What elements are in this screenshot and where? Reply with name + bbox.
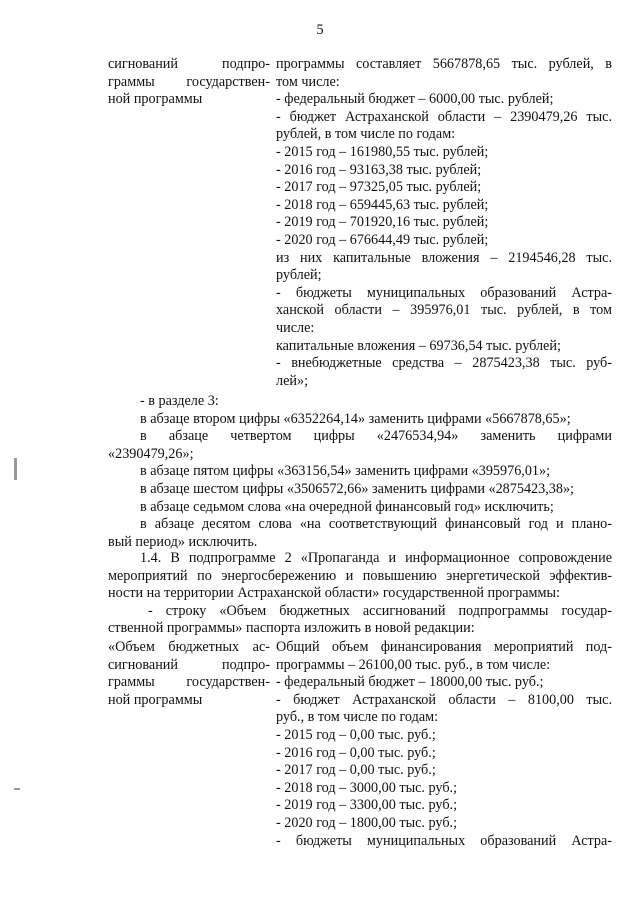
value-line: - 2020 год – 676644,49 тыс. рублей; — [276, 231, 489, 248]
value-line: программы – 26100,00 тыс. руб., в том числе: — [276, 656, 551, 673]
passport-row-1-label — [108, 56, 276, 390]
passport-row-2-label — [108, 639, 276, 850]
value-line: - 2017 год – 0,00 тыс. руб.; — [276, 762, 436, 779]
passport-row-1-value — [276, 56, 612, 390]
scan-margin-mark — [14, 458, 17, 480]
value-line: - 2018 год – 3000,00 тыс. руб.; — [276, 779, 458, 796]
value-line: - бюджет Астраханской области – 8100,00 тыс. — [276, 691, 612, 708]
amendment-line: «2390479,26»; — [108, 445, 194, 462]
passport-row-1 — [108, 56, 612, 390]
section-3-amendments — [108, 393, 612, 551]
label-line: граммы государствен- — [108, 674, 270, 691]
amendment-line: вый период» исключить. — [108, 533, 258, 550]
value-line: - 2017 год – 97325,05 тыс. рублей; — [276, 179, 482, 196]
value-line: числе: — [276, 319, 315, 336]
label-line: ной программы — [108, 91, 203, 108]
amendment-line: в абзаце четвертом цифры «2476534,94» заменить цифрами — [140, 428, 612, 445]
paragraph-line: - строку «Объем бюджетных ассигнований подпрограммы государ- — [148, 602, 612, 619]
paragraph-line: ственной программы» паспорта изложить в новой редакции: — [108, 620, 475, 637]
value-line: рублей, в том числе по годам: — [276, 126, 456, 143]
value-line: - федеральный бюджет – 18000,00 тыс. руб.; — [276, 674, 544, 691]
amendment-line: в абзаце шестом цифры «3506572,66» заменить цифрами «2875423,38»; — [140, 480, 574, 497]
paragraph-line: 1.4. В подпрограмме 2 «Пропаганда и информационное сопровождение — [140, 550, 612, 566]
label-line: сигнований подпро- — [108, 656, 270, 673]
value-line: - 2016 год – 0,00 тыс. руб.; — [276, 744, 436, 761]
value-line: капитальные вложения – 69736,54 тыс. рублей; — [276, 337, 561, 354]
amendment-line: в абзаце десятом слова «на соответствующий финансовый год и плано- — [140, 516, 612, 533]
label-line: ной программы — [108, 691, 203, 708]
value-line: рублей; — [276, 267, 322, 284]
passport-row-2 — [108, 639, 612, 850]
value-line: ханской области – 395976,01 тыс. рублей, в том — [276, 302, 612, 319]
value-line: - 2015 год – 161980,55 тыс. рублей; — [276, 143, 489, 160]
value-line: - внебюджетные средства – 2875423,38 тыс. руб- — [276, 355, 612, 372]
value-line: - 2019 год – 701920,16 тыс. рублей; — [276, 214, 489, 231]
value-line: программы составляет 5667878,65 тыс. рублей, в — [276, 56, 612, 72]
scan-margin-mark — [14, 788, 20, 790]
amendment-line: в абзаце пятом цифры «363156,54» заменить цифрами «395976,01»; — [140, 463, 551, 480]
value-line: - 2019 год – 3300,00 тыс. руб.; — [276, 797, 458, 814]
value-line: руб., в том числе по годам: — [276, 709, 439, 726]
label-line: сигнований подпро- — [108, 56, 270, 72]
value-line: - бюджеты муниципальных образований Астра- — [276, 284, 612, 301]
value-line: - бюджет Астраханской области – 2390479,26 тыс. — [276, 108, 612, 125]
value-line: - 2020 год – 1800,00 тыс. руб.; — [276, 814, 458, 831]
paragraph-line: ности на территории Астраханской области» государственной программы: — [108, 585, 560, 602]
section-heading: - в разделе 3: — [140, 393, 219, 409]
item-1-4 — [108, 550, 612, 638]
value-line: - 2015 год – 0,00 тыс. руб.; — [276, 726, 436, 743]
value-line: - бюджеты муниципальных образований Астра- — [276, 832, 612, 849]
passport-row-2-value — [276, 639, 612, 850]
amendment-line: в абзаце втором цифры «6352264,14» заменить цифрами «5667878,65»; — [140, 410, 571, 427]
value-line: - федеральный бюджет – 6000,00 тыс. рублей; — [276, 91, 554, 108]
value-line: Общий объем финансирования мероприятий под- — [276, 639, 612, 655]
page-number: 5 — [316, 22, 324, 38]
amendment-line: в абзаце седьмом слова «на очередной финансовый год» исключить; — [140, 498, 554, 515]
value-line: - 2018 год – 659445,63 тыс. рублей; — [276, 196, 489, 213]
value-line: из них капитальные вложения – 2194546,28 тыс. — [276, 249, 612, 266]
paragraph-line: мероприятий по энергосбережению и повышению энергетической эффектив- — [108, 567, 612, 584]
label-line: граммы государствен- — [108, 73, 270, 90]
value-line: том числе: — [276, 73, 340, 90]
value-line: - 2016 год – 93163,38 тыс. рублей; — [276, 161, 482, 178]
label-line: «Объем бюджетных ас- — [108, 639, 270, 655]
value-line: лей»; — [276, 372, 309, 389]
